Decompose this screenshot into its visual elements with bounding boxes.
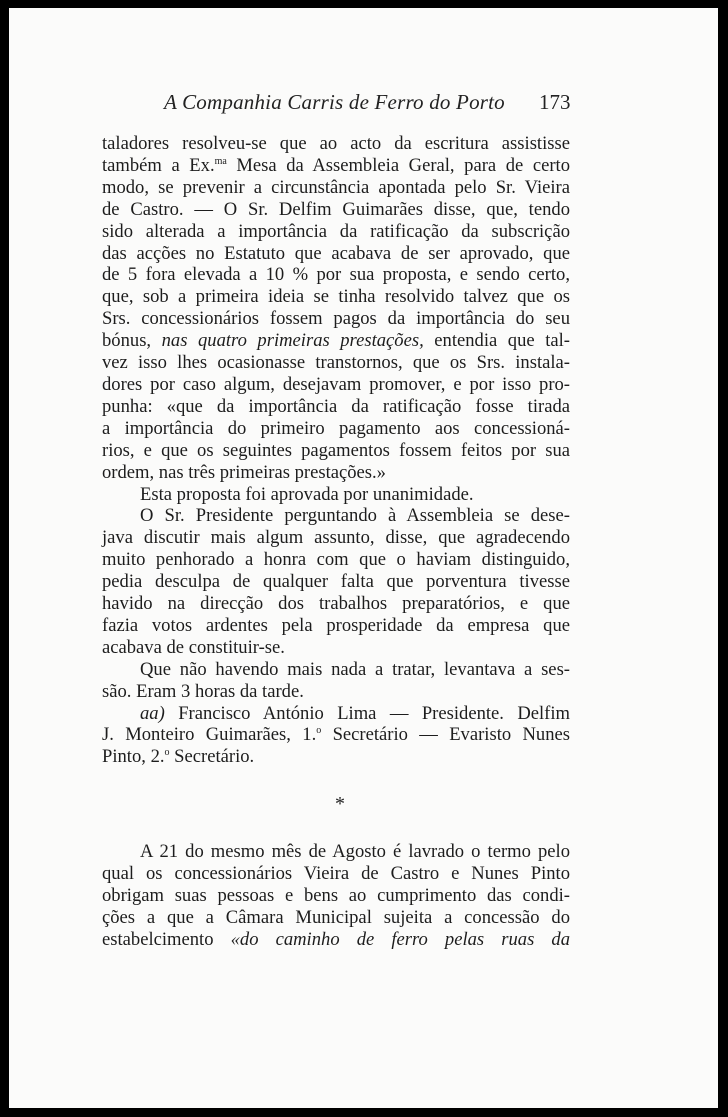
text-line: obrigam suas pessoas e bens ao cumprimento das condi- <box>102 884 570 906</box>
text-line: estabelcimento «do caminho de ferro pelas ruas da <box>102 928 570 950</box>
text-line: vez isso lhes ocasionasse transtornos, que os Srs. instala- <box>102 352 570 374</box>
text-line: aa) Francisco António Lima — Presidente. Delfim <box>140 702 570 724</box>
text-line: acabava de constituir-se. <box>102 636 285 658</box>
text-line: muito penhorado a honra com que o haviam distinguido, <box>102 549 570 571</box>
text-line: pedia desculpa de qualquer falta que porventura tivesse <box>102 571 570 593</box>
text-line: também a Ex.$^{ma}$ Mesa da Assembleia Geral, para de certo <box>102 154 570 176</box>
text-line: de 5 fora elevada a 10 % por sua proposta, e sendo certo, <box>102 264 570 286</box>
text-line: Que não havendo mais nada a tratar, levantava a ses- <box>140 658 570 680</box>
book-page <box>9 8 718 1108</box>
text-line: taladores resolveu-se que ao acto da escritura assistisse <box>102 133 570 154</box>
text-line: ordem, nas três primeiras prestações.» <box>102 461 386 483</box>
text-line: modo, se prevenir a circunstância apontada pelo Sr. Vieira <box>102 176 570 198</box>
text-line: O Sr. Presidente perguntando à Assembleia se dese- <box>140 505 570 527</box>
text-line: fazia votos ardentes pela prosperidade da empresa que <box>102 614 570 636</box>
text-line: qual os concessionários Vieira de Castro e Nunes Pinto <box>102 862 570 884</box>
page-number: 173 <box>539 90 571 114</box>
body-text-continued <box>102 841 570 951</box>
text-line: java discutir mais algum assunto, disse, que agradecendo <box>102 527 570 549</box>
text-line: que, sob a primeira ideia se tinha resolvido talvez que os <box>102 286 570 308</box>
page-header <box>9 90 718 120</box>
text-line: ções a que a Câmara Municipal sujeita a concessão do <box>102 906 570 928</box>
text-line: Srs. concessionários fossem pagos da importância do seu <box>102 308 570 330</box>
text-line: punha: «que da importância da ratificação fosse tirada <box>102 395 570 417</box>
text-line: sido alterada a importância da ratificação da subscrição <box>102 220 570 242</box>
section-separator: * <box>335 793 345 815</box>
text-line: de Castro. — O Sr. Delfim Guimarães disse, que, tendo <box>102 198 570 220</box>
body-text <box>102 133 570 768</box>
running-title: A Companhia Carris de Ferro do Porto <box>164 90 505 114</box>
text-line: a importância do primeiro pagamento aos concessioná- <box>102 417 570 439</box>
text-line: bónus, nas quatro primeiras prestações, entendia que tal- <box>102 330 570 352</box>
text-line: das acções no Estatuto que acabava de ser aprovado, que <box>102 242 570 264</box>
text-line: dores por caso algum, desejavam promover, e por isso pro- <box>102 373 570 395</box>
text-line: rios, e que os seguintes pagamentos fossem feitos por sua <box>102 439 570 461</box>
text-line: havido na direcção dos trabalhos preparatórios, e que <box>102 593 570 615</box>
text-line: A 21 do mesmo mês de Agosto é lavrado o termo pelo <box>140 841 570 862</box>
text-line: Esta proposta foi aprovada por unanimidade. <box>140 483 474 505</box>
text-line: são. Eram 3 horas da tarde. <box>102 680 304 702</box>
text-line: Pinto, 2.$^o$ Secretário. <box>102 746 255 768</box>
text-line: J. Monteiro Guimarães, 1.$^o$ Secretário — Evaristo Nunes <box>102 724 571 746</box>
